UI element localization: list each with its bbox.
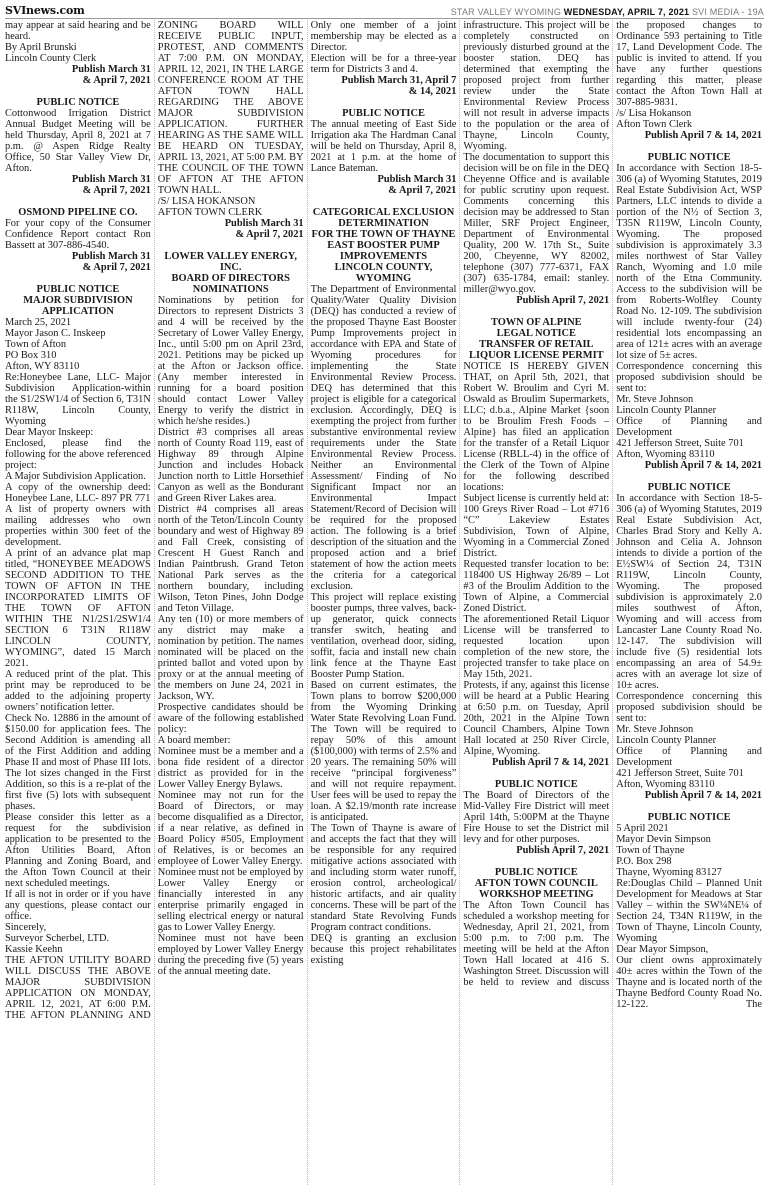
site-name: SVInews.com <box>5 4 85 17</box>
column-4 <box>459 20 612 1185</box>
notice-paragraph: Protests, if any, against this license will be heard at a Public Hearing at 6:50 p.m. on Tuesday, April 20th, 2021 in the Alpine Town Council Chambers, Alpine Town Hall located at 250 River Circle, Alpine, Wyoming. <box>463 680 610 757</box>
notice-paragraph: the proposed changes to Ordinance 593 pertaining to Title 17, Land Development Code. The public is invited to attend. If you have any further questions regarding this matter, please contact the Afton Town Hall at 307-885-9831. <box>616 20 762 108</box>
notice-line: Surveyor Scherbel, LTD. <box>5 933 110 944</box>
notice-paragraph: Nominee must be a member and a bona fide resident of a director district as provided for in the Lower Valley Energy Bylaws. <box>157 746 304 790</box>
notice-line: Sincerely, <box>5 922 47 933</box>
publish-dates: Publish April 7 & 14, 2021 <box>644 460 762 471</box>
legal-notices-columns <box>5 20 765 1185</box>
column-1 <box>5 20 154 1185</box>
notice-paragraph: Only one member of a joint membership may be elected as a Director. <box>310 20 457 53</box>
notice-paragraph: If all is not in order or if you have any questions, please contact our office. <box>5 889 151 922</box>
notice-paragraph: THE AFTON UTILITY BOARD WILL DISCUSS THE ABOVE MAJOR SUBDIVISION APPLICATION ON MONDAY, APRIL 12, 2021, AT 6:00 P.M. THE AFTON PLANNING AND <box>5 955 151 1021</box>
notice-line: Mr. Steve Johnson <box>616 394 694 405</box>
notice-heading: PUBLIC NOTICE <box>342 108 425 119</box>
notice-paragraph: The Afton Town Council has scheduled a workshop meeting for Wednesday, April 21, 2021, from 5:00 p.m. to 7:00 p.m. The meeting will be held at the Afton Town Hall located at 416 S. Washington Street. Discussion will be held to review and discuss <box>463 900 610 988</box>
notice-line: Dear Mayor Simpson, <box>616 944 709 955</box>
notice-paragraph: This project will replace existing booster pumps, three valves, back-up generator, quick connects transfer switch, heating and ventilation, overhead door, siding, soffit, facia and install new chain link fence at the Thayne East Booster Pump Station. <box>310 592 457 680</box>
notice-paragraph: Nominee must not have been employed by Lower Valley Energy during the preceding five (5) years of the annual meeting date. <box>157 933 304 977</box>
publish-dates: Publish April 7 & 14, 2021 <box>644 790 762 801</box>
notice-paragraph: The Board of Directors of the Mid-Valley Fire District will meet April 14th, 5:00PM at the Thayne Fire House to set the District mil levy and for other purposes. <box>463 790 610 845</box>
notice-paragraph: Enclosed, please find the following for the above referenced project: <box>5 438 151 471</box>
notice-heading: PUBLIC NOTICE AFTON TOWN COUNCIL WORKSHOP MEETING <box>474 867 598 900</box>
notice-line: /S/ LISA HOKANSON <box>157 196 256 207</box>
notice-heading: TOWN OF ALPINE LEGAL NOTICE TRANSFER OF RETAIL LIQUOR LICENSE PERMIT <box>469 317 604 361</box>
notice-paragraph: A reduced print of the plat. This print may be reproduced to be added to the adjoining property owners’ notification letter. <box>5 669 151 713</box>
notice-line: Lincoln County Planner <box>616 735 717 746</box>
notice-paragraph: The documentation to support this decision will be on file in the DEQ Cheyenne Office and is available for public scrutiny upon request. Comments concerning this decision may be addressed to Stan Miller, SRF Project Engineer, Department of Environmental Quality, 200 W. 17th St., Suite 200, Cheyenne, WY 82002, telephone (307) 777-6371, FAX (307) 635-1784, email: stanley. miller@wyo.gov. <box>463 152 610 295</box>
notice-paragraph: Nominee must not be employed by Lower Valley Energy or financially interested in any enterprise primarily engaged in selling electrical energy or natural gas to Lower Valley Energy. <box>157 867 304 933</box>
notice-paragraph: The annual meeting of East Side Irrigation aka The Hardman Canal will be held on Thursday, April 8, 2021 at 1 p.m. at the home of Lance Bateman. <box>310 119 457 174</box>
notice-paragraph: infrastructure. This project will be completely constructed on previously disturbed ground at the booster station. DEQ has determined that exempting the proposed project from further review under the State Environmental Review Process will not result in adverse impacts to the population or the area of Thayne, Lincoln County, Wyoming. <box>463 20 610 152</box>
notice-paragraph: District #4 comprises all areas north of the Teton/Lincoln County boundary and west of Highway 89 and Fall Creek, consisting of Crescent H Guest Ranch and Indian Paintbrush. Grand Teton National Park serves as the northern boundary, including Wilson, Teton Pines, John Dodge and Teton Village. <box>157 504 304 614</box>
notice-paragraph: Re:Honeybee Lane, LLC- Major Subdivision Application-within the S1/2SW1/4 of Section 6, T31N R118W, Lincoln County, Wyoming <box>5 372 151 427</box>
notice-paragraph: A print of an advance plat map titled, “HONEYBEE MEADOWS SECOND ADDITION TO THE TOWN OF AFTON IN THE INCORPORATED LIMITS OF THE TOWN OF AFTON WITHIN THE N1/2S1/2SW1/4 SECTION 6 T31N R118W LINCOLN COUNTY, WYOMING”, dated 15 March 2021. <box>5 548 151 669</box>
notice-paragraph: For your copy of the Consumer Confidence Report contact Ron Bassett at 307-886-4540. <box>5 218 151 251</box>
notice-line: Afton, WY 83110 <box>5 361 80 372</box>
notice-heading: PUBLIC NOTICE <box>36 97 120 108</box>
notice-line: Afton, Wyoming 83110 <box>616 779 715 790</box>
notice-paragraph: The Department of Environmental Quality/Water Quality Division (DEQ) has conducted a review of the proposed Thayne East Booster Pump Improvements project in accordance with EPA and State of Wyoming procedures for implementing the State Environmental Review Process. DEQ has determined that this project is eligible for a categorical exclusion. Accordingly, DEQ is exempting the project from further substantive environmental review requirements under the State Environmental Review Process. Neither an Environmental Assessment/ Finding of No Significant Impact nor an Environmental Impact Statement/Record of Decision will be required for the proposed action. The following is a brief description of the situation and the proposed action and a brief statement of how the action meets the criteria for a categorical exclusion. <box>310 284 457 592</box>
notice-paragraph: District #3 comprises all areas north of County Road 119, east of Highway 89 through Alpine Junction and includes Hoback Junction north to Little Horsethief Canyon as well as the Bondurant and Green River Lakes area. <box>157 427 304 504</box>
notice-paragraph: Office of Planning and Development <box>616 416 762 438</box>
column-2 <box>154 20 307 1185</box>
notice-paragraph: Correspondence concerning this proposed subdivision should be sent to: <box>616 361 762 394</box>
notice-paragraph: Cottonwood Irrigation District Annual Budget Meeting will be held Thursday, April 8, 2021 at 7 p.m. @ Aspen Ridge Realty Office, 50 Star Valley View Dr, Afton. <box>5 108 151 174</box>
notice-line: PO Box 310 <box>5 350 57 361</box>
notice-line: A board member: <box>157 735 231 746</box>
notice-heading: PUBLIC NOTICE <box>494 779 578 790</box>
notice-heading: LOWER VALLEY ENERGY, INC. BOARD OF DIRECTORS NOMINATIONS <box>164 251 297 295</box>
notice-paragraph: may appear at said hearing and be heard. <box>5 20 151 42</box>
notice-heading: PUBLIC NOTICE MAJOR SUBDIVISION APPLICATION <box>23 284 133 317</box>
page-folio <box>451 7 764 17</box>
notice-line: Lincoln County Planner <box>616 405 717 416</box>
publish-dates: Publish April 7, 2021 <box>516 295 610 306</box>
notice-line: Town of Thayne <box>616 845 685 856</box>
publish-dates: Publish April 7, 2021 <box>516 845 610 856</box>
publish-dates: Publish March 31 & April 7, 2021 <box>224 218 304 240</box>
notice-heading: OSMOND PIPELINE CO. <box>18 207 138 218</box>
notice-heading: PUBLIC NOTICE <box>647 812 731 823</box>
notice-line: Kassie Keehn <box>5 944 63 955</box>
notice-line: Mr. Steve Johnson <box>616 724 694 735</box>
publish-dates: Publish April 7 & 14, 2021 <box>491 757 610 768</box>
folio-date: WEDNESDAY, APRIL 7, 2021 <box>563 7 690 17</box>
notice-paragraph: A list of property owners with mailing addresses who own properties within 300 feet of the development. <box>5 504 151 548</box>
notice-paragraph: Nominee may not run for the Board of Directors, or may become disqualified as a Director, if a near relative, as defined in Board Policy #505, Employment of Relatives, is or becomes an employee of Lower Valley Energy. <box>157 790 304 867</box>
publish-dates: Publish March 31 & April 7, 2021 <box>71 174 151 196</box>
notice-paragraph: Prospective candidates should be aware of the following established policy: <box>157 702 304 735</box>
notice-line: 421 Jefferson Street, Suite 701 <box>616 438 744 449</box>
notice-heading: CATEGORICAL EXCLUSION DETERMINATION FOR THE TOWN OF THAYNE EAST BOOSTER PUMP IMPROVEMENTS LINCOLN COUNTY, WYOMING <box>311 207 456 284</box>
notice-paragraph: ZONING BOARD WILL RECEIVE PUBLIC INPUT, PROTEST, AND COMMENTS AT 7:00 P.M. ON MONDAY, APRIL 12, 2021, IN THE LARGE CONFERENCE ROOM AT THE AFTON TOWN HALL REGARDING THE ABOVE MAJOR SUBDIVISION APPLICATION. FURTHER HEARING AS THE SAME WILL BE HEARD ON TUESDAY, APRIL 13, 2021, AT 5:00 P.M. BY THE COUNCIL OF THE TOWN OF AFTON AT THE AFTON TOWN HALL. <box>157 20 304 196</box>
notice-paragraph: A Major Subdivision Application. <box>5 471 146 482</box>
publish-dates: Publish March 31 & April 7, 2021 <box>71 64 151 86</box>
notice-paragraph: Re:Douglas Child – Planned Unit Development for Meadows at Star Valley – within the SW¼NE¼ of Section 24, T34N R119W, in the Town of Thayne, Lincoln County, Wyoming <box>616 878 762 944</box>
notice-paragraph: DEQ is granting an exclusion because this project rehabilitates existing <box>310 933 457 966</box>
notice-paragraph: In accordance with Section 18-5-306 (a) of Wyoming Statutes, 2019 Real Estate Subdivision Act, WSP Partners, LLC intends to divide a portion of the N½ of Section 3, T35N R119W, Lincoln County, Wyoming. The proposed subdivision is approximately 3.3 miles northwest of Star Valley Ranch, Wyoming and 1.0 mile north of the Etna Community. Access to the subdivision will be from Roberts-Wolfley County Road No. 12-109. The subdivision will include twenty-four (24) residential lots encompassing an area of 121± acres with an average lot size of 5± acres. <box>616 163 762 361</box>
notice-line: March 25, 2021 <box>5 317 72 328</box>
notice-paragraph: Subject license is currently held at: 100 Greys River Road – Lot #716 “C” Lakeview Estates Subdivision, Town of Alpine, Wyoming in a Commercial Zoned District. <box>463 493 610 559</box>
column-3 <box>307 20 460 1185</box>
notice-line: Dear Mayor Inskeep: <box>5 427 94 438</box>
notice-paragraph: The aforementioned Retail Liquor License will be transferred to requested location upon completion of the new store, the projected transfer to take place on May 15th, 2021. <box>463 614 610 680</box>
publish-dates: Publish April 7 & 14, 2021 <box>644 130 762 141</box>
notice-line: Mayor Jason C. Inskeep <box>5 328 106 339</box>
notice-paragraph: Please consider this letter as a request for the subdivision application to be presented to the Afton Utilities Board, Afton Planning and Zoning Board, and the Afton Town Council at their next scheduled meetings. <box>5 812 151 889</box>
notice-line: Afton Town Clerk <box>616 119 693 130</box>
notice-line: Afton, Wyoming 83110 <box>616 449 715 460</box>
folio-page: SVI MEDIA - 19A <box>691 7 764 17</box>
notice-paragraph: Our client owns approximately 40± acres within the Town of the Thayne and is located north of the Thayne Bedford County Road No. 12-122. The <box>616 955 762 1010</box>
notice-line: 421 Jefferson Street, Suite 701 <box>616 768 744 779</box>
notice-line: Mayor Devin Simpson <box>616 834 711 845</box>
notice-line: Thayne, Wyoming 83127 <box>616 867 722 878</box>
column-5 <box>612 20 765 1185</box>
publish-dates: Publish March 31 & April 7, 2021 <box>71 251 151 273</box>
folio-region: STAR VALLEY WYOMING <box>450 7 562 17</box>
masthead <box>5 0 764 19</box>
notice-paragraph: Office of Planning and Development <box>616 746 762 768</box>
publish-dates: Publish March 31, April 7 & 14, 2021 <box>341 75 457 97</box>
notice-heading: PUBLIC NOTICE <box>647 152 731 163</box>
notice-line: 5 April 2021 <box>616 823 669 834</box>
notice-paragraph: Based on current estimates, the Town plans to borrow $200,000 from the Wyoming Drinking Water State Revolving Loan Fund. The Town will be required to repay 50% of this amount ($100,000) with terms of 2.5% and 20 years. The remaining 50% will receive “principal forgiveness” and will not require repayment. User fees will be used to repay the loan. A $2.19/month rate increase is anticipated. <box>310 680 457 823</box>
notice-line: P.O. Box 298 <box>616 856 672 867</box>
notice-line: AFTON TOWN CLERK <box>157 207 263 218</box>
notice-paragraph: A copy of the ownership deed: Honeybee Lane, LLC- 897 PR 771 <box>5 482 151 504</box>
notice-line: Town of Afton <box>5 339 67 350</box>
notice-line: /s/ Lisa Hokanson <box>616 108 692 119</box>
notice-paragraph: Correspondence concerning this proposed subdivision should be sent to: <box>616 691 762 724</box>
notice-paragraph: NOTICE IS HEREBY GIVEN THAT, on April 5th, 2021, that Robert W. Broulim and Cyri M. Oswald as Broulim Supermarkets, LLC; d.b.a., Alpine Market {soon to be Broulim Fresh Foods – Alpine} has filed an application for the transfer of a Retail Liquor License (RBLL-4) in the office of the Clerk of the Town of Alpine for the following described locations: <box>463 361 610 493</box>
notice-line: By April Brunski <box>5 42 77 53</box>
notice-paragraph: In accordance with Section 18-5-306 (a) of Wyoming Statutes, 2019 Real Estate Subdivision Act, Charles Brad Story and Kelly A. Johnson and Celia A. Johnson intends to divide a portion of the E½SW¼ of Section 24, T31N R119W, Lincoln County, Wyoming. The proposed subdivision is approximately 2.0 miles southwest of Afton, Wyoming and will access from Lancaster Lane County Road No. 12-147. The subdivision will include five (5) residential lots encompassing an area of 54.9± acres with an average lot size of 10± acres. <box>616 493 762 691</box>
notice-paragraph: Check No. 12886 in the amount of $150.00 for application fees. The Second Addition is amending all of the First Addition and adding Phase II and most of Phase III lots. The lot sizes changed in the First Addition, so this is a re-plat of the first five (5) lots with subsequent phases. <box>5 713 151 812</box>
publish-dates: Publish March 31 & April 7, 2021 <box>377 174 457 196</box>
notice-paragraph: The Town of Thayne is aware of and accepts the fact that they will be responsible for any required mitigative actions associated with and including storm water runoff, erosion control, archeological/ historic artifacts, and air quality concerns. These will be part of the standard State Revolving Funds Program contract conditions. <box>310 823 457 933</box>
notice-paragraph: Requested transfer location to be: 118400 US Highway 26/89 – Lot #3 of the Broulim Addition to the Town of Alpine, a Commercial Zoned District. <box>463 559 610 614</box>
notice-heading: PUBLIC NOTICE <box>647 482 731 493</box>
notice-paragraph: Election will be for a three-year term for Districts 3 and 4. <box>310 53 457 75</box>
notice-line: Lincoln County Clerk <box>5 53 97 64</box>
notice-paragraph: Nominations by petition for Directors to represent Districts 3 and 4 will be received by the Secretary of Lower Valley Energy, Inc., until 5:00 pm on April 23rd, 2021. Petitions may be picked up at the Afton or Jackson office. (Any member interested in running for a board position should contact Lower Valley Energy to verify the district in which he/she resides.) <box>157 295 304 427</box>
notice-paragraph: Any ten (10) or more members of any district may make a nomination by petition. The names nominated will be placed on the printed ballot and voted upon by proxy or at the annual meeting of the members on June 24, 2021 in Jackson, WY. <box>157 614 304 702</box>
